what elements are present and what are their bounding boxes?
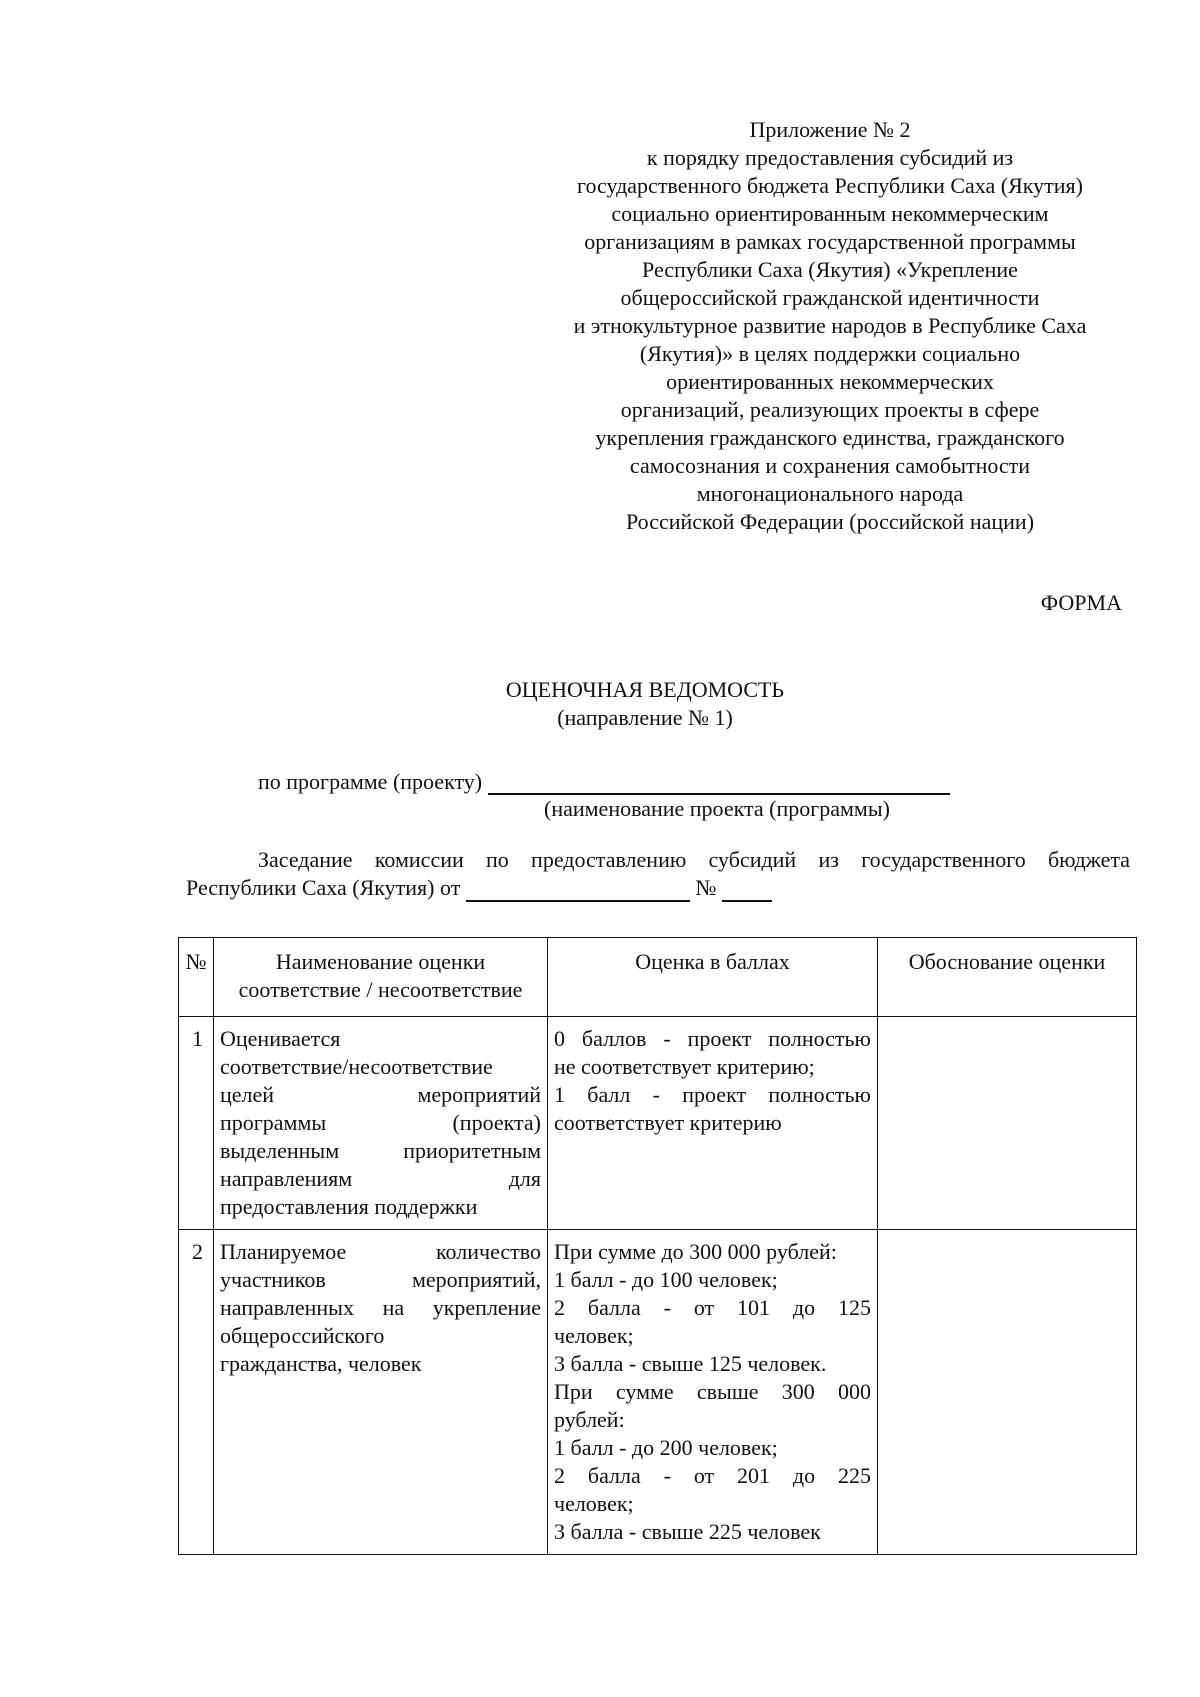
table-row: [179, 1017, 1137, 1230]
meeting-line-2-prefix: Республики Саха (Якутия) от: [186, 875, 461, 900]
annex-header: [540, 116, 1120, 536]
annex-line: Российской Федерации (российской нации): [625, 509, 1035, 534]
annex-line: Приложение № 2: [749, 117, 911, 142]
row-reason[interactable]: [878, 1017, 1137, 1230]
annex-line: (Якутия)» в целях поддержки социально: [639, 341, 1021, 366]
program-caption: (наименование проекта (программы): [544, 796, 890, 821]
score-line: 1 балл - проект полностью: [554, 1082, 871, 1107]
annex-line: Республики Саха (Якутия) «Укрепление: [642, 257, 1018, 282]
name-line: направленных на укрепление: [220, 1295, 541, 1320]
program-line: [258, 769, 950, 795]
score-line: человек;: [554, 1491, 634, 1516]
annex-line: организациям в рамках государственной программы: [584, 229, 1076, 254]
table-header-row: [179, 938, 1137, 1017]
document-title: [0, 676, 1200, 732]
row-score: [548, 1017, 878, 1230]
score-line: При сумме свыше 300 000: [554, 1379, 871, 1404]
score-line: 2 балла - от 101 до 125: [554, 1295, 871, 1320]
program-label: по программе (проекту): [258, 769, 483, 794]
name-line: предоставления поддержки: [220, 1194, 478, 1219]
title-sub: (направление № 1): [557, 705, 733, 730]
meeting-line-1: Заседание комиссии по предоставлению субсидий из государственного бюджета: [258, 847, 1130, 872]
score-line: 0 баллов - проект полностью: [554, 1026, 871, 1051]
row-num: 2: [179, 1230, 214, 1555]
name-line: целей мероприятий: [220, 1082, 541, 1107]
header-num: №: [179, 938, 214, 1017]
name-line: соответствие/несоответствие: [220, 1054, 493, 1079]
annex-line: социально ориентированным некоммерческим: [611, 201, 1049, 226]
score-line: соответствует критерию: [554, 1110, 782, 1135]
annex-line: и этнокультурное развитие народов в Республике Саха: [573, 313, 1087, 338]
annex-line: к порядку предоставления субсидий из: [646, 145, 1014, 170]
meeting-number-field[interactable]: [722, 878, 772, 902]
program-name-field[interactable]: [488, 771, 950, 795]
row-name: [214, 1230, 548, 1555]
score-line: 3 балла - свыше 225 человек: [554, 1519, 821, 1544]
number-sign: №: [695, 875, 717, 900]
name-line: гражданства, человек: [220, 1351, 422, 1376]
score-line: рублей:: [554, 1407, 625, 1432]
score-line: 3 балла - свыше 125 человек.: [554, 1351, 827, 1376]
header-reason: Обоснование оценки: [878, 938, 1137, 1017]
evaluation-table: [178, 937, 1137, 1555]
row-score: [548, 1230, 878, 1555]
name-line: программы (проекта): [220, 1110, 541, 1135]
forma-label: ФОРМА: [1040, 590, 1122, 615]
table-row: [179, 1230, 1137, 1555]
name-line: Оценивается: [220, 1026, 341, 1051]
name-line: общероссийского: [220, 1323, 385, 1348]
row-name: [214, 1017, 548, 1230]
name-line: Планируемое количество: [220, 1239, 541, 1264]
row-num: 1: [179, 1017, 214, 1230]
annex-line: общероссийской гражданской идентичности: [620, 285, 1040, 310]
annex-line: самосознания и сохранения самобытности: [629, 453, 1031, 478]
meeting-date-field[interactable]: [466, 878, 690, 902]
score-line: 1 балл - до 100 человек;: [554, 1267, 778, 1292]
score-line: 2 балла - от 201 до 225: [554, 1463, 871, 1488]
annex-line: многонационального народа: [696, 481, 964, 506]
annex-line: организаций, реализующих проекты в сфере: [620, 397, 1040, 422]
row-reason[interactable]: [878, 1230, 1137, 1555]
score-line: При сумме до 300 000 рублей:: [554, 1239, 837, 1264]
name-line: выделенным приоритетным: [220, 1138, 541, 1163]
title-main: ОЦЕНОЧНАЯ ВЕДОМОСТЬ: [505, 677, 785, 702]
name-line: участников мероприятий,: [220, 1267, 541, 1292]
name-line: направлениям для: [220, 1166, 541, 1191]
annex-line: государственного бюджета Республики Саха (Якутия): [576, 173, 1083, 198]
score-line: 1 балл - до 200 человек;: [554, 1435, 778, 1460]
annex-line: укрепления гражданского единства, гражданского: [595, 425, 1065, 450]
annex-line: ориентированных некоммерческих: [666, 369, 994, 394]
meeting-paragraph: [186, 846, 1130, 902]
header-score: Оценка в баллах: [548, 938, 878, 1017]
score-line: человек;: [554, 1323, 634, 1348]
meeting-line-2: [186, 874, 1130, 902]
header-name: Наименование оценки соответствие / несоответствие: [214, 938, 548, 1017]
score-line: не соответствует критерию;: [554, 1054, 815, 1079]
